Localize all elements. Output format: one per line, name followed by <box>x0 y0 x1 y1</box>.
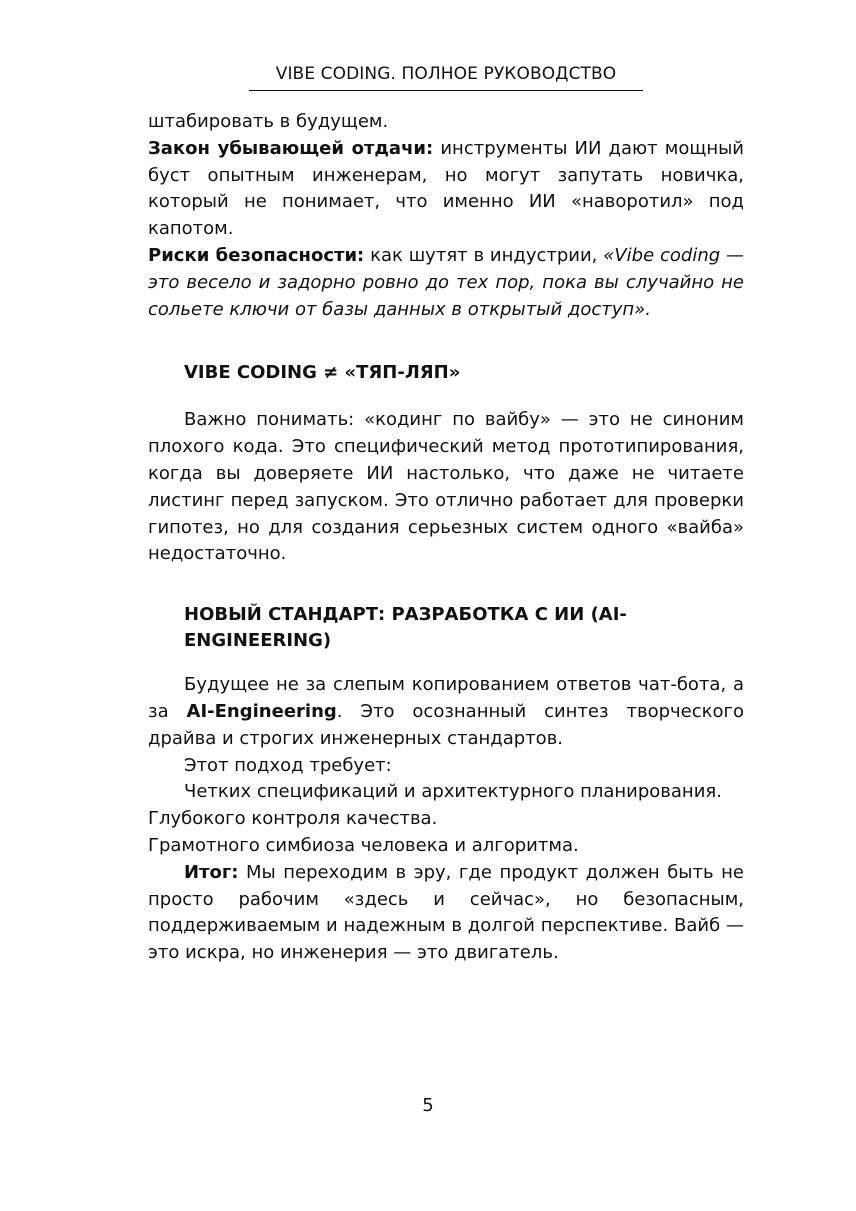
section-heading-vibe-coding: VIBE CODING ≠ «ТЯП-ЛЯП» <box>184 362 461 384</box>
law-text: инструменты ИИ дают мощный буст опытным инженерам, но могут запутать новичка, который не понимает, что именно ИИ «наворотил» под капотом. <box>148 137 744 240</box>
summary-paragraph <box>148 860 744 967</box>
law-paragraph <box>148 136 744 243</box>
law-term: Закон убывающей отдачи: <box>148 137 434 159</box>
p1-before: Будущее не за слепым копированием ответов чат-бота, а за <box>148 674 744 722</box>
section-heading-new-standard: НОВЫЙ СТАНДАРТ: РАЗРАБОТКА С ИИ (AI-ENGINEERING) <box>184 604 627 652</box>
p1-after: . Это осознанный синтез творческого драйва и строгих инженерных стандартов. <box>148 700 744 749</box>
requires-line: Этот подход требует: <box>184 754 392 776</box>
risk-paragraph <box>148 243 744 323</box>
running-header: VIBE CODING. ПОЛНОЕ РУКОВОДСТВО <box>249 64 643 91</box>
ai-engineering-paragraph <box>148 672 744 752</box>
summary-term: Итог: <box>184 861 239 883</box>
summary-text: Мы переходим в эру, где продукт должен быть не просто рабочим «здесь и сейчас», но безопасным, поддерживаемым и надежным в долгой перспективе. Вайб — это искра, но инженерия — это двигатель. <box>148 861 744 964</box>
page-number: 5 <box>422 1095 434 1116</box>
risk-text: как шутят в индустрии, <box>364 244 604 266</box>
requirement-item: Четких спецификаций и архитектурного планирования. <box>184 781 722 803</box>
risk-term: Риски безопасности: <box>148 244 365 266</box>
ai-engineering-term: AI-Engineering <box>186 700 337 722</box>
continuation-line: штабировать в будущем. <box>148 111 389 132</box>
section1-paragraph: Важно понимать: «кодинг по вайбу» — это не синоним плохого кода. Это специфический метод прототипирования, когда вы доверяете ИИ настолько, что даже не читаете листинг перед запуском. Это отлично работает для проверки гипотез, но для создания серьезных систем одного «вайба» недостаточно. <box>148 409 744 565</box>
page-body <box>148 109 744 967</box>
risk-quote: «Vibe coding — это весело и задорно ровно до тех пор, пока вы случайно не сольете ключи от базы данных в открытый доступ». <box>148 244 745 320</box>
requirement-item: Глубокого контроля качества. <box>148 808 438 830</box>
requirement-item: Грамотного симбиоза человека и алгоритма. <box>148 834 579 856</box>
